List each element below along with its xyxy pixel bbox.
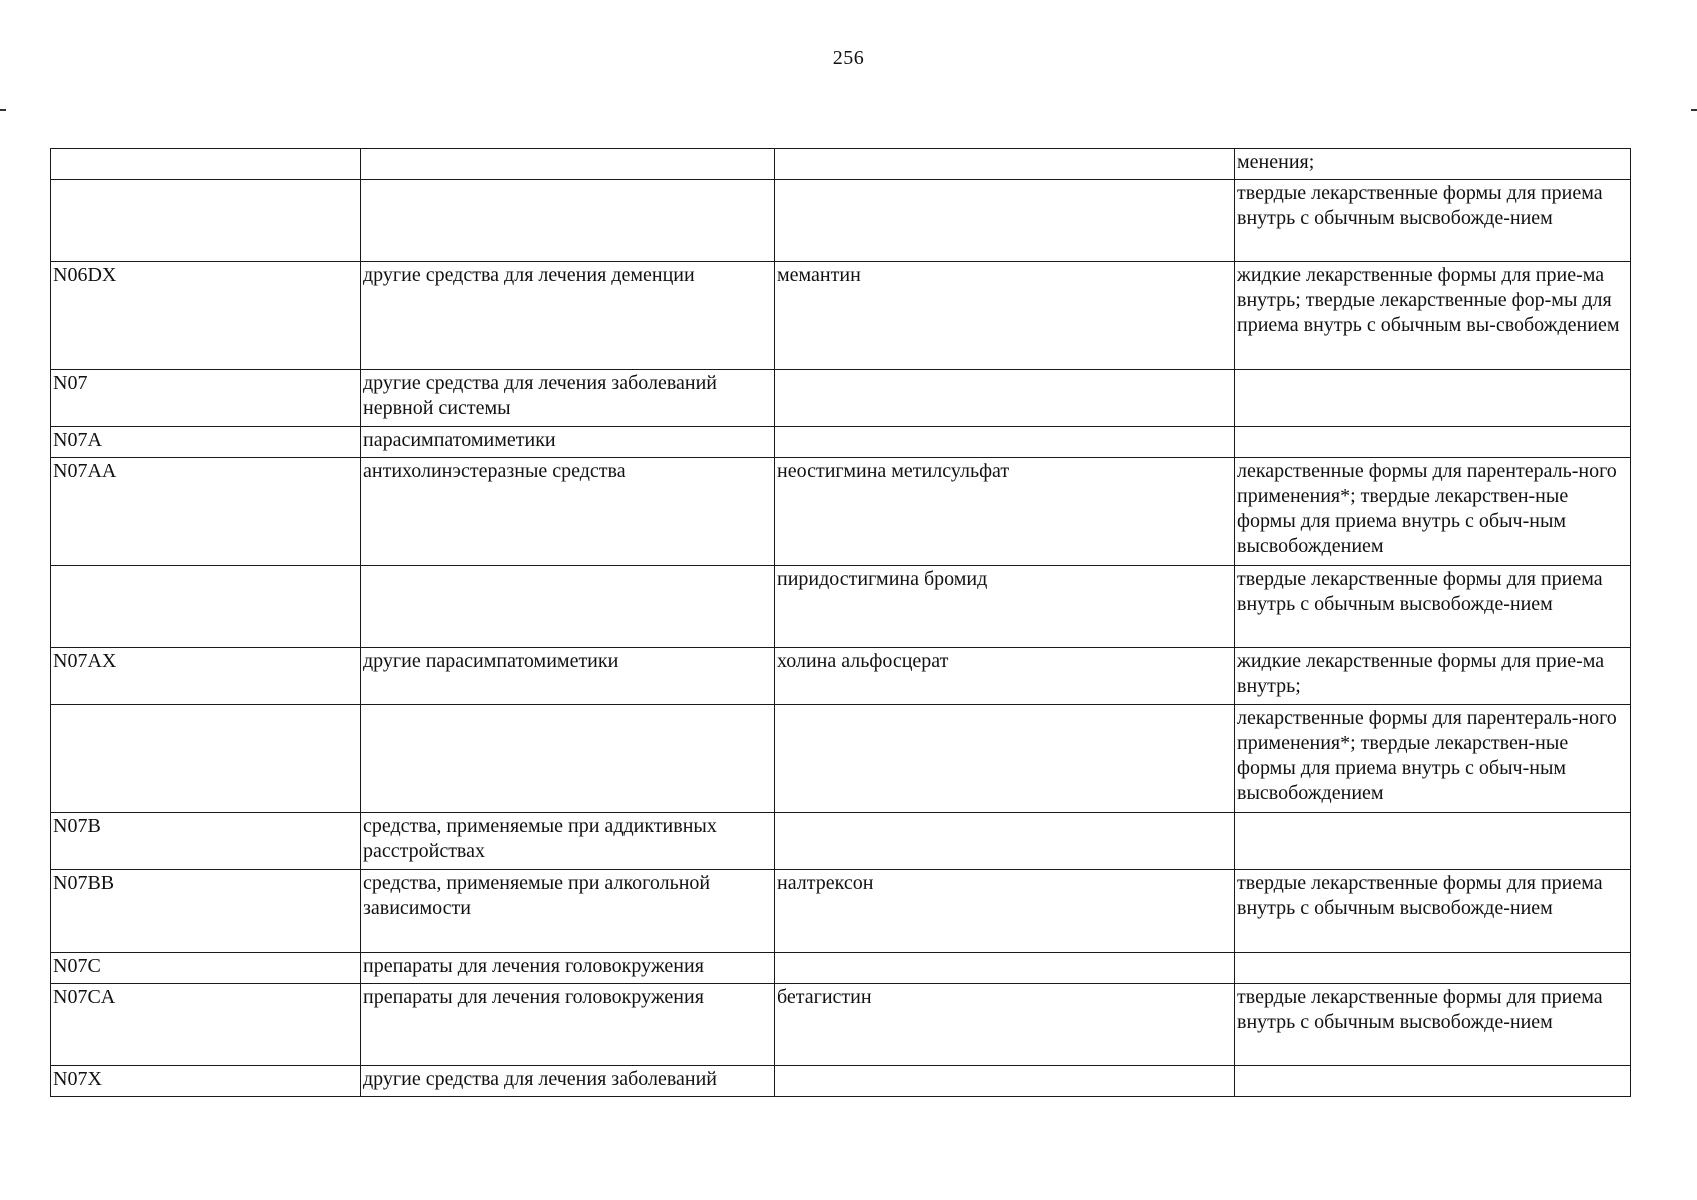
dosage-form-cell: твердые лекарственные формы для приема внутрь с обычным высвобожде-нием: [1235, 870, 1631, 953]
group-cell: антихолинэстеразные средства: [361, 458, 775, 566]
dosage-form-cell: лекарственные формы для парентераль-ного применения*; твердые лекарствен-ные формы для приема внутрь с обыч-ным высвобождением: [1235, 458, 1631, 566]
table-row: [51, 370, 1631, 427]
drug-table: [50, 148, 1631, 1097]
drug-cell: мемантин: [775, 262, 1235, 370]
atc-code-cell: N07C: [51, 953, 361, 984]
table-row: [51, 953, 1631, 984]
atc-code-cell: [51, 705, 361, 813]
table-row: [51, 180, 1631, 262]
dosage-form-cell: жидкие лекарственные формы для прие-ма внутрь;: [1235, 648, 1631, 705]
table-row: [51, 648, 1631, 705]
drug-cell: [775, 705, 1235, 813]
atc-code-cell: N07: [51, 370, 361, 427]
group-cell: средства, применяемые при аддиктивных расстройствах: [361, 813, 775, 870]
atc-code-cell: [51, 566, 361, 648]
dosage-form-cell: [1235, 427, 1631, 458]
page-number: 256: [832, 47, 865, 69]
drug-cell: [775, 953, 1235, 984]
drug-cell: [775, 370, 1235, 427]
dosage-form-cell: [1235, 953, 1631, 984]
table-row: [51, 458, 1631, 566]
atc-code-cell: [51, 149, 361, 180]
drug-cell: [775, 813, 1235, 870]
table-row: [51, 870, 1631, 953]
drug-cell: [775, 427, 1235, 458]
drug-cell: [775, 149, 1235, 180]
atc-code-cell: N07AA: [51, 458, 361, 566]
group-cell: [361, 705, 775, 813]
drug-cell: [775, 1066, 1235, 1097]
group-cell: другие средства для лечения заболеваний: [361, 1066, 775, 1097]
drug-cell: холина альфосцерат: [775, 648, 1235, 705]
drug-cell: бетагистин: [775, 984, 1235, 1066]
table-row: [51, 262, 1631, 370]
table-row: [51, 813, 1631, 870]
group-cell: средства, применяемые при алкогольной зависимости: [361, 870, 775, 953]
table-row: [51, 566, 1631, 648]
atc-code-cell: N07X: [51, 1066, 361, 1097]
dosage-form-cell: [1235, 370, 1631, 427]
table-body: [51, 149, 1631, 1097]
table-row: [51, 1066, 1631, 1097]
dosage-form-cell: менения;: [1235, 149, 1631, 180]
atc-code-cell: N07CA: [51, 984, 361, 1066]
table-row: [51, 984, 1631, 1066]
dosage-form-cell: [1235, 1066, 1631, 1097]
drug-cell: неостигмина метилсульфат: [775, 458, 1235, 566]
dosage-form-cell: жидкие лекарственные формы для прие-ма внутрь; твердые лекарственные фор-мы для приема внутрь с обычным вы-свобождением: [1235, 262, 1631, 370]
left-margin-mark: [0, 109, 6, 111]
table-row: [51, 149, 1631, 180]
atc-code-cell: [51, 180, 361, 262]
drug-cell: [775, 180, 1235, 262]
group-cell: другие средства для лечения заболеваний нервной системы: [361, 370, 775, 427]
group-cell: препараты для лечения головокружения: [361, 953, 775, 984]
drug-cell: пиридостигмина бромид: [775, 566, 1235, 648]
dosage-form-cell: твердые лекарственные формы для приема внутрь с обычным высвобожде-нием: [1235, 180, 1631, 262]
drug-cell: налтрексон: [775, 870, 1235, 953]
group-cell: другие средства для лечения деменции: [361, 262, 775, 370]
group-cell: другие парасимпатомиметики: [361, 648, 775, 705]
atc-code-cell: N07B: [51, 813, 361, 870]
atc-code-cell: N07AX: [51, 648, 361, 705]
atc-code-cell: N06DX: [51, 262, 361, 370]
dosage-form-cell: твердые лекарственные формы для приема внутрь с обычным высвобожде-нием: [1235, 984, 1631, 1066]
group-cell: [361, 149, 775, 180]
atc-code-cell: N07A: [51, 427, 361, 458]
table-row: [51, 427, 1631, 458]
dosage-form-cell: твердые лекарственные формы для приема внутрь с обычным высвобожде-нием: [1235, 566, 1631, 648]
group-cell: [361, 180, 775, 262]
dosage-form-cell: лекарственные формы для парентераль-ного применения*; твердые лекарствен-ные формы для приема внутрь с обыч-ным высвобождением: [1235, 705, 1631, 813]
table-row: [51, 705, 1631, 813]
atc-code-cell: N07BB: [51, 870, 361, 953]
right-margin-mark: [1691, 109, 1697, 111]
group-cell: препараты для лечения головокружения: [361, 984, 775, 1066]
group-cell: [361, 566, 775, 648]
group-cell: парасимпатомиметики: [361, 427, 775, 458]
dosage-form-cell: [1235, 813, 1631, 870]
